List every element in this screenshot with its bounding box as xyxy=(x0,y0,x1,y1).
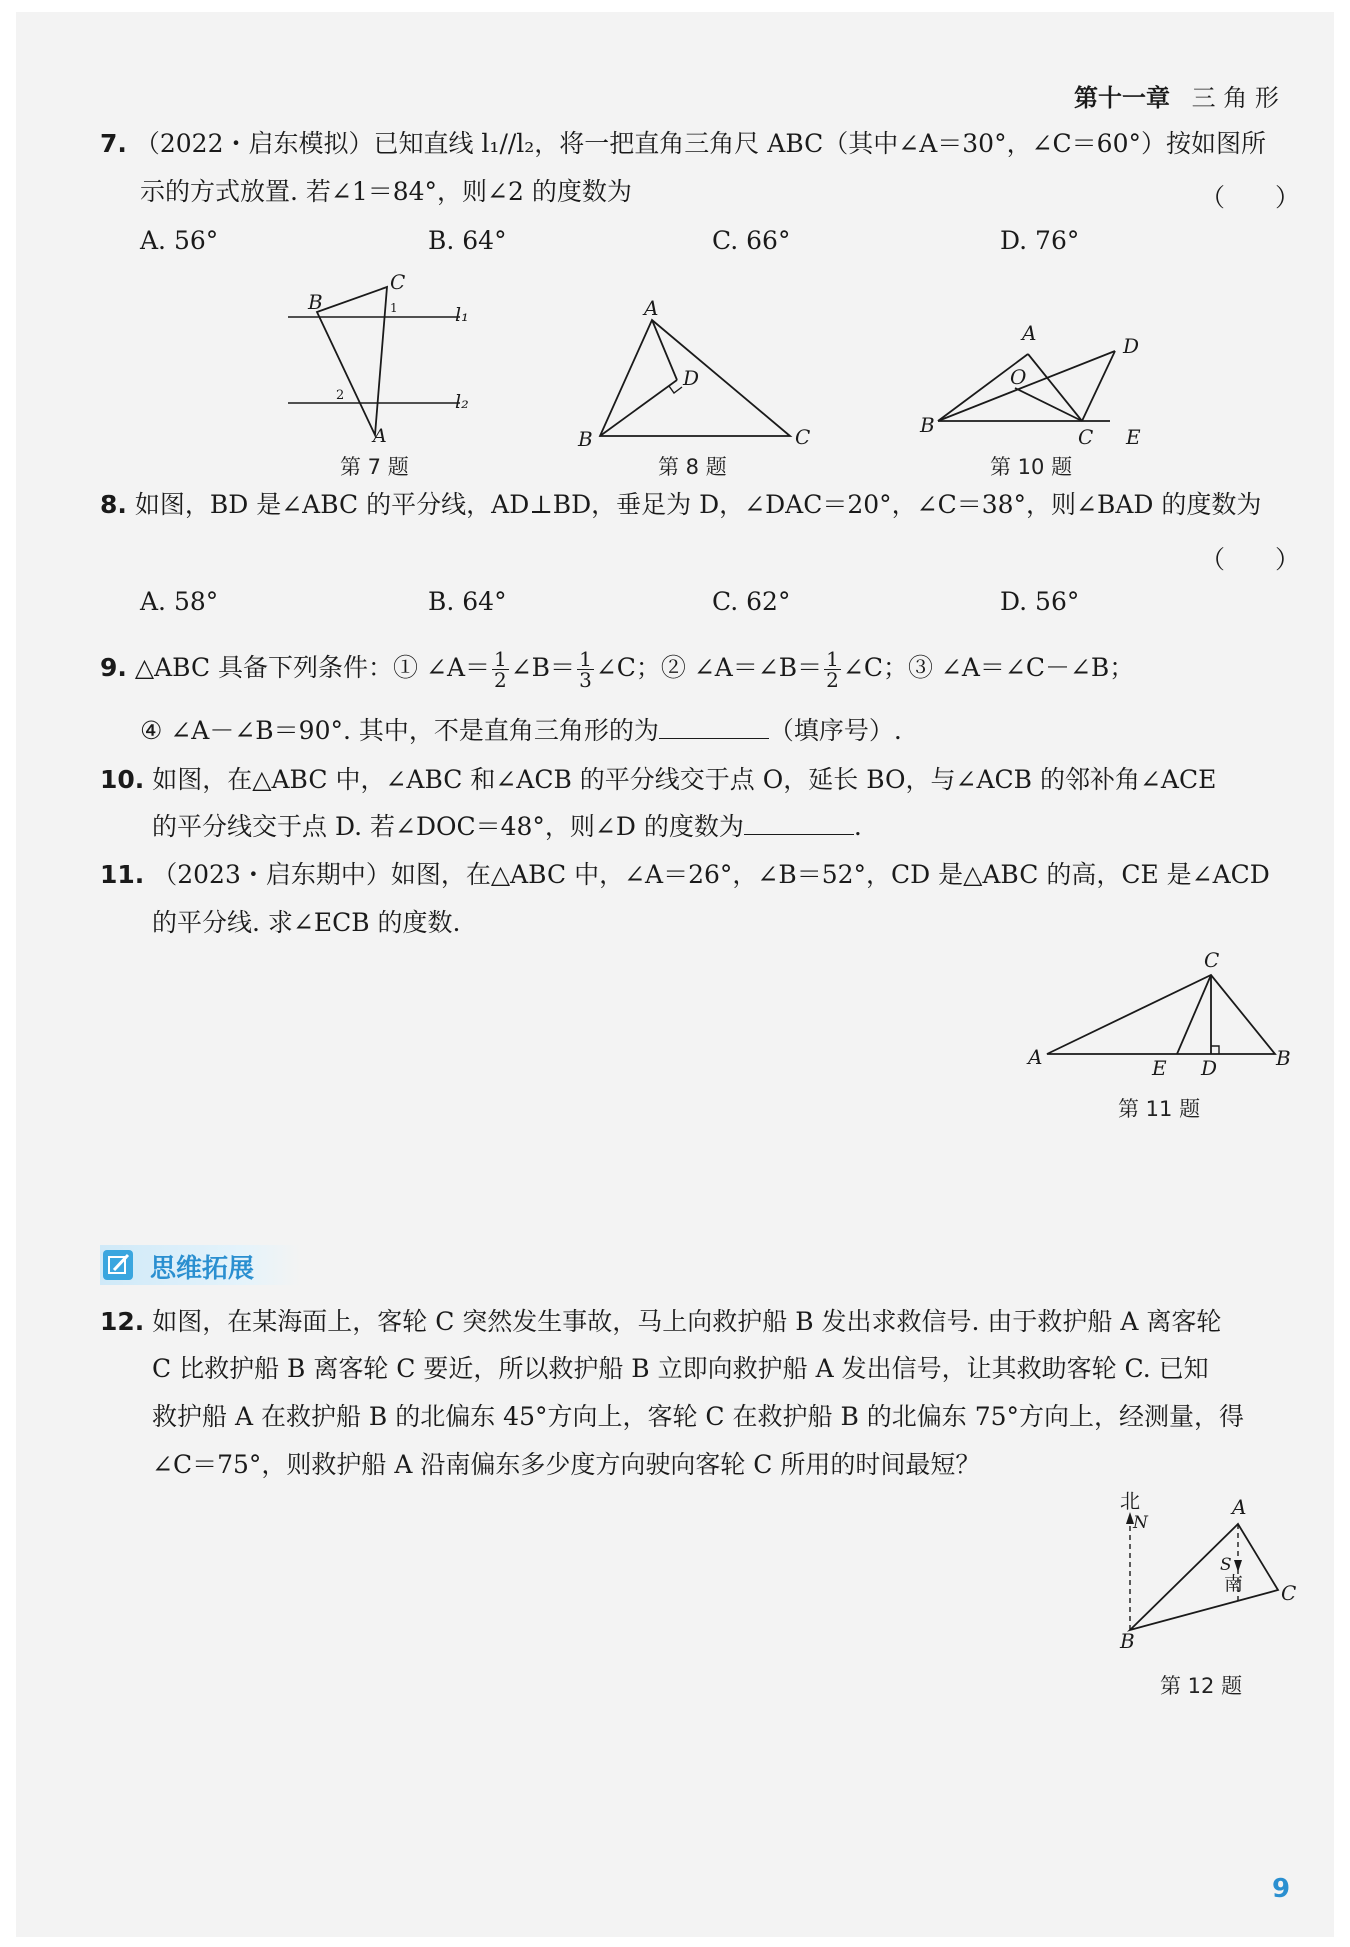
label-d: D xyxy=(1201,1056,1218,1080)
question-text: ∠C；② ∠A＝∠B＝ xyxy=(595,653,823,682)
label-d: D xyxy=(1123,334,1140,358)
figure-8-caption: 第 8 题 xyxy=(658,455,727,479)
page-number: 9 xyxy=(1272,1874,1291,1904)
label-s: S xyxy=(1220,1555,1232,1575)
figure-7-caption: 第 7 题 xyxy=(340,455,409,479)
label-c: C xyxy=(1078,425,1094,448)
denominator: 2 xyxy=(494,668,507,692)
question-number: 11. xyxy=(100,860,145,889)
question-text: （2023・启东期中）如图，在△ABC 中，∠A＝26°，∠B＝52°，CD 是△ABC 的高，CE 是∠ACD xyxy=(152,860,1270,889)
question-text: 的平分线交于点 D. 若∠DOC＝48°，则∠D 的度数为 xyxy=(152,812,744,841)
numerator: 1 xyxy=(494,647,507,671)
question-text: 如图，BD 是∠ABC 的平分线，AD⊥BD，垂足为 D，∠DAC＝20°，∠C＝38°，则∠BAD 的度数为 xyxy=(134,490,1262,519)
label-b: B xyxy=(1276,1046,1291,1070)
figure-12 xyxy=(1100,1490,1310,1650)
question-text: ∠C；③ ∠A＝∠C－∠B； xyxy=(842,653,1135,682)
question-text: 如图，在某海面上，客轮 C 突然发生事故，马上向救护船 B 发出求救信号. 由于救护船 A 离客轮 xyxy=(152,1307,1222,1336)
option-c: C. 62° xyxy=(712,587,791,616)
label-angle-1: 1 xyxy=(390,301,398,315)
chapter-title: 三 角 形 xyxy=(1191,84,1279,112)
answer-paren: （ ） xyxy=(1200,545,1301,574)
answer-blank xyxy=(659,716,769,739)
figure-7 xyxy=(280,268,480,448)
question-text: . xyxy=(853,812,862,841)
label-b: B xyxy=(308,290,323,314)
figure-11-caption: 第 11 题 xyxy=(1118,1097,1201,1121)
question-number: 10. xyxy=(100,765,145,794)
label-e: E xyxy=(1126,425,1141,448)
figure-10 xyxy=(910,318,1150,448)
pencil-note-icon xyxy=(103,1250,133,1280)
option-b: B. 64° xyxy=(428,587,507,616)
label-south: 南 xyxy=(1224,1573,1244,1595)
question-text: ∠B＝ xyxy=(510,653,576,682)
label-a: A xyxy=(373,425,387,447)
option-b: B. 64° xyxy=(428,226,507,255)
denominator: 2 xyxy=(826,668,839,692)
numerator: 1 xyxy=(826,647,839,671)
answer-blank xyxy=(744,812,854,835)
section-title: 思维拓展 xyxy=(150,1254,255,1284)
label-n: N xyxy=(1133,1513,1148,1533)
label-e: E xyxy=(1152,1056,1167,1080)
label-d: D xyxy=(683,366,700,390)
fraction xyxy=(577,649,594,690)
question-text: 示的方式放置. 若∠1＝84°，则∠2 的度数为 xyxy=(140,177,632,206)
question-number: 12. xyxy=(100,1307,145,1336)
label-c: C xyxy=(1281,1581,1297,1605)
label-north: 北 xyxy=(1120,1490,1140,1513)
option-c: C. 66° xyxy=(712,226,791,255)
label-angle-2: 2 xyxy=(336,388,345,403)
question-number: 8. xyxy=(100,490,127,519)
option-d: D. 56° xyxy=(1000,587,1080,616)
label-l1: l₁ xyxy=(455,304,469,326)
figure-10-caption: 第 10 题 xyxy=(990,455,1073,479)
question-text: （填序号）. xyxy=(768,716,902,745)
label-b: B xyxy=(578,427,593,451)
running-header xyxy=(1074,78,1279,113)
question-number: 9. xyxy=(100,653,127,682)
fraction xyxy=(824,649,841,690)
question-text: ④ ∠A－∠B＝90°. 其中，不是直角三角形的为 xyxy=(140,716,659,745)
label-c: C xyxy=(390,270,406,294)
question-text: C 比救护船 B 离客轮 C 要近，所以救护船 B 立即向救护船 A 发出信号，让其救助客轮 C. 已知 xyxy=(152,1354,1209,1383)
label-a: A xyxy=(1232,1495,1247,1519)
chapter-label: 第十一章 xyxy=(1074,84,1170,112)
label-a: A xyxy=(644,298,659,320)
section-header xyxy=(100,1245,300,1285)
question-text: 的平分线. 求∠ECB 的度数. xyxy=(152,908,461,937)
label-l2: l₂ xyxy=(455,391,469,413)
question-text: 救护船 A 在救护船 B 的北偏东 45°方向上，客轮 C 在救护船 B 的北偏东 75°方向上，经测量，得 xyxy=(152,1402,1245,1431)
label-c: C xyxy=(795,425,811,449)
label-o: O xyxy=(1010,365,1027,389)
label-b: B xyxy=(920,413,935,437)
numerator: 1 xyxy=(579,647,592,671)
denominator: 3 xyxy=(579,668,592,692)
option-d: D. 76° xyxy=(1000,226,1080,255)
question-text: ∠C＝75°，则救护船 A 沿南偏东多少度方向驶向客轮 C 所用的时间最短？ xyxy=(152,1450,981,1479)
answer-paren: （ ） xyxy=(1200,183,1301,212)
question-text: （2022・启东模拟）已知直线 l₁//l₂，将一把直角三角尺 ABC（其中∠A＝30°，∠C＝60°）按如图所 xyxy=(134,129,1266,158)
figure-8 xyxy=(570,298,820,458)
question-text: △ABC 具备下列条件：① ∠A＝ xyxy=(134,653,490,682)
question-number: 7. xyxy=(100,129,127,158)
label-c: C xyxy=(1204,950,1220,972)
label-a: A xyxy=(1022,321,1037,345)
option-a: A. 58° xyxy=(140,587,219,616)
fraction xyxy=(492,649,509,690)
label-b: B xyxy=(1120,1629,1135,1650)
figure-11 xyxy=(1020,950,1300,1080)
label-a: A xyxy=(1028,1045,1043,1069)
figure-12-caption: 第 12 题 xyxy=(1160,1674,1243,1698)
question-text: 如图，在△ABC 中，∠ABC 和∠ACB 的平分线交于点 O，延长 BO，与∠ACB 的邻补角∠ACE xyxy=(152,765,1217,794)
option-a: A. 56° xyxy=(140,226,219,255)
